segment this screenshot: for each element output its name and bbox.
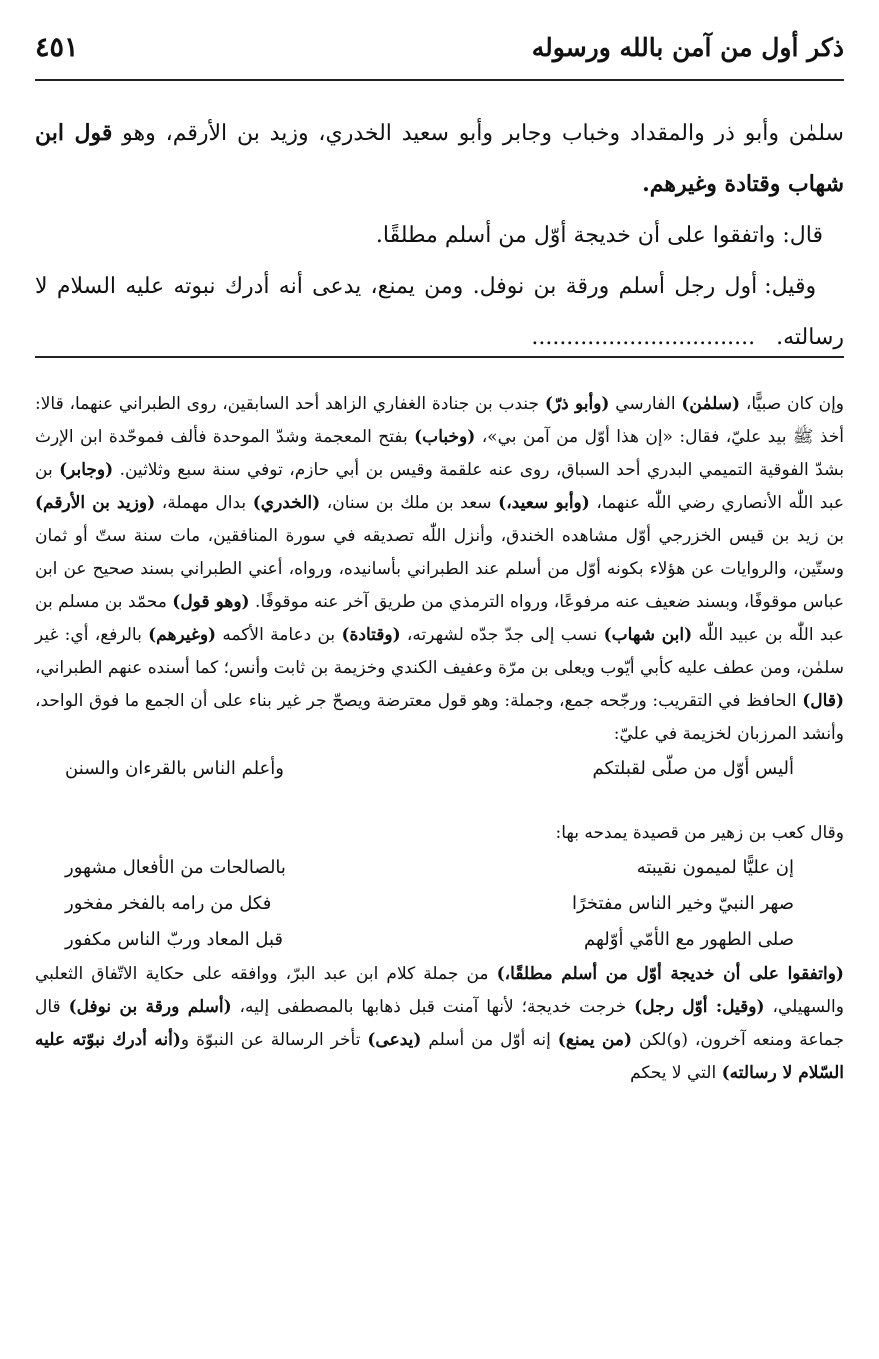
verse-second-hemistich: فكل من رامه بالفخر مفخور [65, 893, 272, 914]
quoted-lemma: (وهو قول) [172, 592, 250, 612]
commentary-paragraph-3 [35, 958, 844, 1090]
header-rule [35, 79, 844, 81]
quoted-lemma: (سلمٰن) [681, 394, 741, 414]
quoted-lemma: (واتفقوا على أن خديجة أوّل من أسلم مطلقًا،) [496, 964, 844, 984]
quoted-lemma: (وجابر) [59, 460, 114, 480]
verse-first-hemistich: صلى الطهور مع الأمّي أوّلهم [584, 929, 794, 950]
verse-first-hemistich: صهر النبيّ وخير الناس مفتخرًا [571, 893, 794, 914]
quoted-lemma: (وخباب) [414, 427, 476, 447]
quoted-lemma: (وقتادة) [341, 625, 401, 645]
spacer [35, 787, 844, 817]
commentary-text: بن دعامة الأكمه [216, 625, 342, 645]
quoted-lemma: (وأبو سعيد،) [498, 493, 590, 513]
quoted-lemma: (الخدري) [252, 493, 321, 513]
verse-second-hemistich: قبل المعاد وربّ الناس مكفور [65, 929, 284, 950]
main-text-paragraph-1 [35, 108, 844, 210]
commentary-text: وقال كعب بن زهير من قصيدة يمدحه بها: [555, 823, 844, 843]
commentary-text: التي لا يحكم [630, 1063, 722, 1083]
ellipsis-dots: ................................ [531, 325, 756, 350]
commentary-text: الفارسي [609, 394, 682, 414]
commentary-text: خرجت خديجة؛ لأنها آمنت قبل ذهابها بالمصطفى إليه، [231, 997, 635, 1017]
commentary-text: قال جماعة ومنعه آخرون، (و)لكن [35, 997, 845, 1050]
commentary-text: بن زيد بن قيس الخزرجي أوّل مشاهده الخندق، وأنزل اللّٰه تصديقه في سورة المنافقين، مات سنة ستّ أو ثمان وستّين، والروايات عن هؤلاء بكونه أوّل من أسلم عند الطبراني بأسانيده، ورواه، أعني الطبراني بسند صحيح عن ابن عباس موقوفًا، وبسند ضعيف عنه مرفوعًا، ورواه الترمذي من طريق آخر عنه موقوفًا. [35, 526, 844, 612]
quoted-lemma: (قال) [802, 691, 844, 711]
commentary-separator [35, 356, 844, 358]
main-text-bold: قول ابن شهاب وقتادة وغيرهم. [35, 120, 844, 197]
quoted-lemma: (من يمنع) [557, 1030, 633, 1050]
poem-verse-4 [35, 922, 844, 958]
commentary-text: جندب بن جنادة الغفاري الزاهد أحد السابقين، روى الطبراني عنهما، قالا: أخذ ﷺ بيد عليّ، فقال: «إن هذا أوّل من آمن بي»، [35, 394, 844, 447]
verse-second-hemistich: وأعلم الناس بالقرءان والسنن [65, 758, 284, 779]
main-text [35, 108, 844, 363]
commentary-text: بالرفع، أي: غير سلمٰن، ومن عطف عليه كأبي أيّوب ويعلى بن مرّة وعفيف الكندي وخزيمة بن ثابت وأنس؛ كما أسنده عنهم الطبراني، [35, 625, 844, 678]
poem-verse-1 [35, 751, 844, 787]
quoted-lemma: (وغيرهم) [148, 625, 217, 645]
main-text-paragraph-2 [35, 210, 844, 261]
poem-verse-3 [35, 886, 844, 922]
quoted-lemma: (ابن شهاب) [603, 625, 693, 645]
commentary-text: سعد بن ملك بن سنان، [320, 493, 499, 513]
commentary-text: وإن كان صبيًّا، [740, 394, 844, 414]
verse-first-hemistich: أليس أوّل من صلّى لقبلتكم [592, 758, 794, 779]
running-title: ذكر أول من آمن بالله ورسوله [531, 32, 844, 62]
quoted-lemma: (وأبو ذرّ) [544, 394, 610, 414]
commentary-text: إنه أوّل من أسلم [421, 1030, 558, 1050]
main-text-paragraph-3 [35, 261, 844, 363]
commentary-paragraph-2 [35, 817, 844, 850]
commentary-text: بفتح المعجمة وشدّ الموحدة فألف فموحّدة ابن الإرث بشدّ الفوقية التميمي البدري أحد السباق، روى عنه علقمة وقيس بن أبي حازم، توفي سنة سبع وثلاثين. [35, 427, 844, 480]
quoted-lemma: (يدعى) [367, 1030, 422, 1050]
quoted-lemma: (وقيل: أوّل رجل) [634, 997, 765, 1017]
quoted-lemma: (أسلم ورقة بن نوفل) [68, 997, 232, 1017]
commentary-text: محمّد بن مسلم بن عبد اللّٰه بن عبيد اللّٰه [35, 592, 845, 645]
verse-second-hemistich: بالصالحات من الأفعال مشهور [65, 857, 286, 878]
quoted-lemma: (وزيد بن الأرقم) [35, 493, 156, 513]
commentary-text: نسب إلى جدّ جدّه لشهرته، [400, 625, 604, 645]
main-text-line: سلمٰن وأبو ذر والمقداد وخباب وجابر وأبو سعيد الخدري، وزيد بن الأرقم، وهو [122, 121, 844, 146]
poem-verse-2 [35, 850, 844, 886]
page-number: ٤٥١ [35, 31, 79, 63]
main-text-line: قال: واتفقوا على أن خديجة أوّل من أسلم مطلقًا. [375, 223, 824, 248]
commentary-paragraph-1 [35, 388, 844, 751]
verse-first-hemistich: إن عليًّا لميمون نقيبته [636, 857, 794, 878]
quoted-lemma: (أنه أدرك نبوّته عليه السّلام لا رسالته) [35, 1030, 844, 1083]
commentary-text: بدال مهملة، [155, 493, 253, 513]
main-text-line: وقيل: أول رجل أسلم ورقة بن نوفل. ومن يمنع، يدعى أنه أدرك نبوته عليه السلام لا رسالته. [35, 274, 844, 350]
commentary [35, 388, 844, 1090]
commentary-text: الحافظ في التقريب: ورجّحه جمع، وجملة: وهو قول معترضة ويصحّ جر غير بناء على أن الجمع ما فوق الواحد، وأنشد المرزبان لخزيمة في عليّ: [35, 691, 844, 744]
commentary-text: تأخر الرسالة عن النبوّة و [180, 1030, 368, 1050]
page-header [35, 22, 844, 72]
commentary-text: بن عبد اللّٰه الأنصاري رضي اللّٰه عنهما، [35, 460, 844, 513]
commentary-text: من جملة كلام ابن عبد البرّ، ووافقه على حكاية الاتّفاق الثعلبي والسهيلي، [35, 964, 844, 1017]
